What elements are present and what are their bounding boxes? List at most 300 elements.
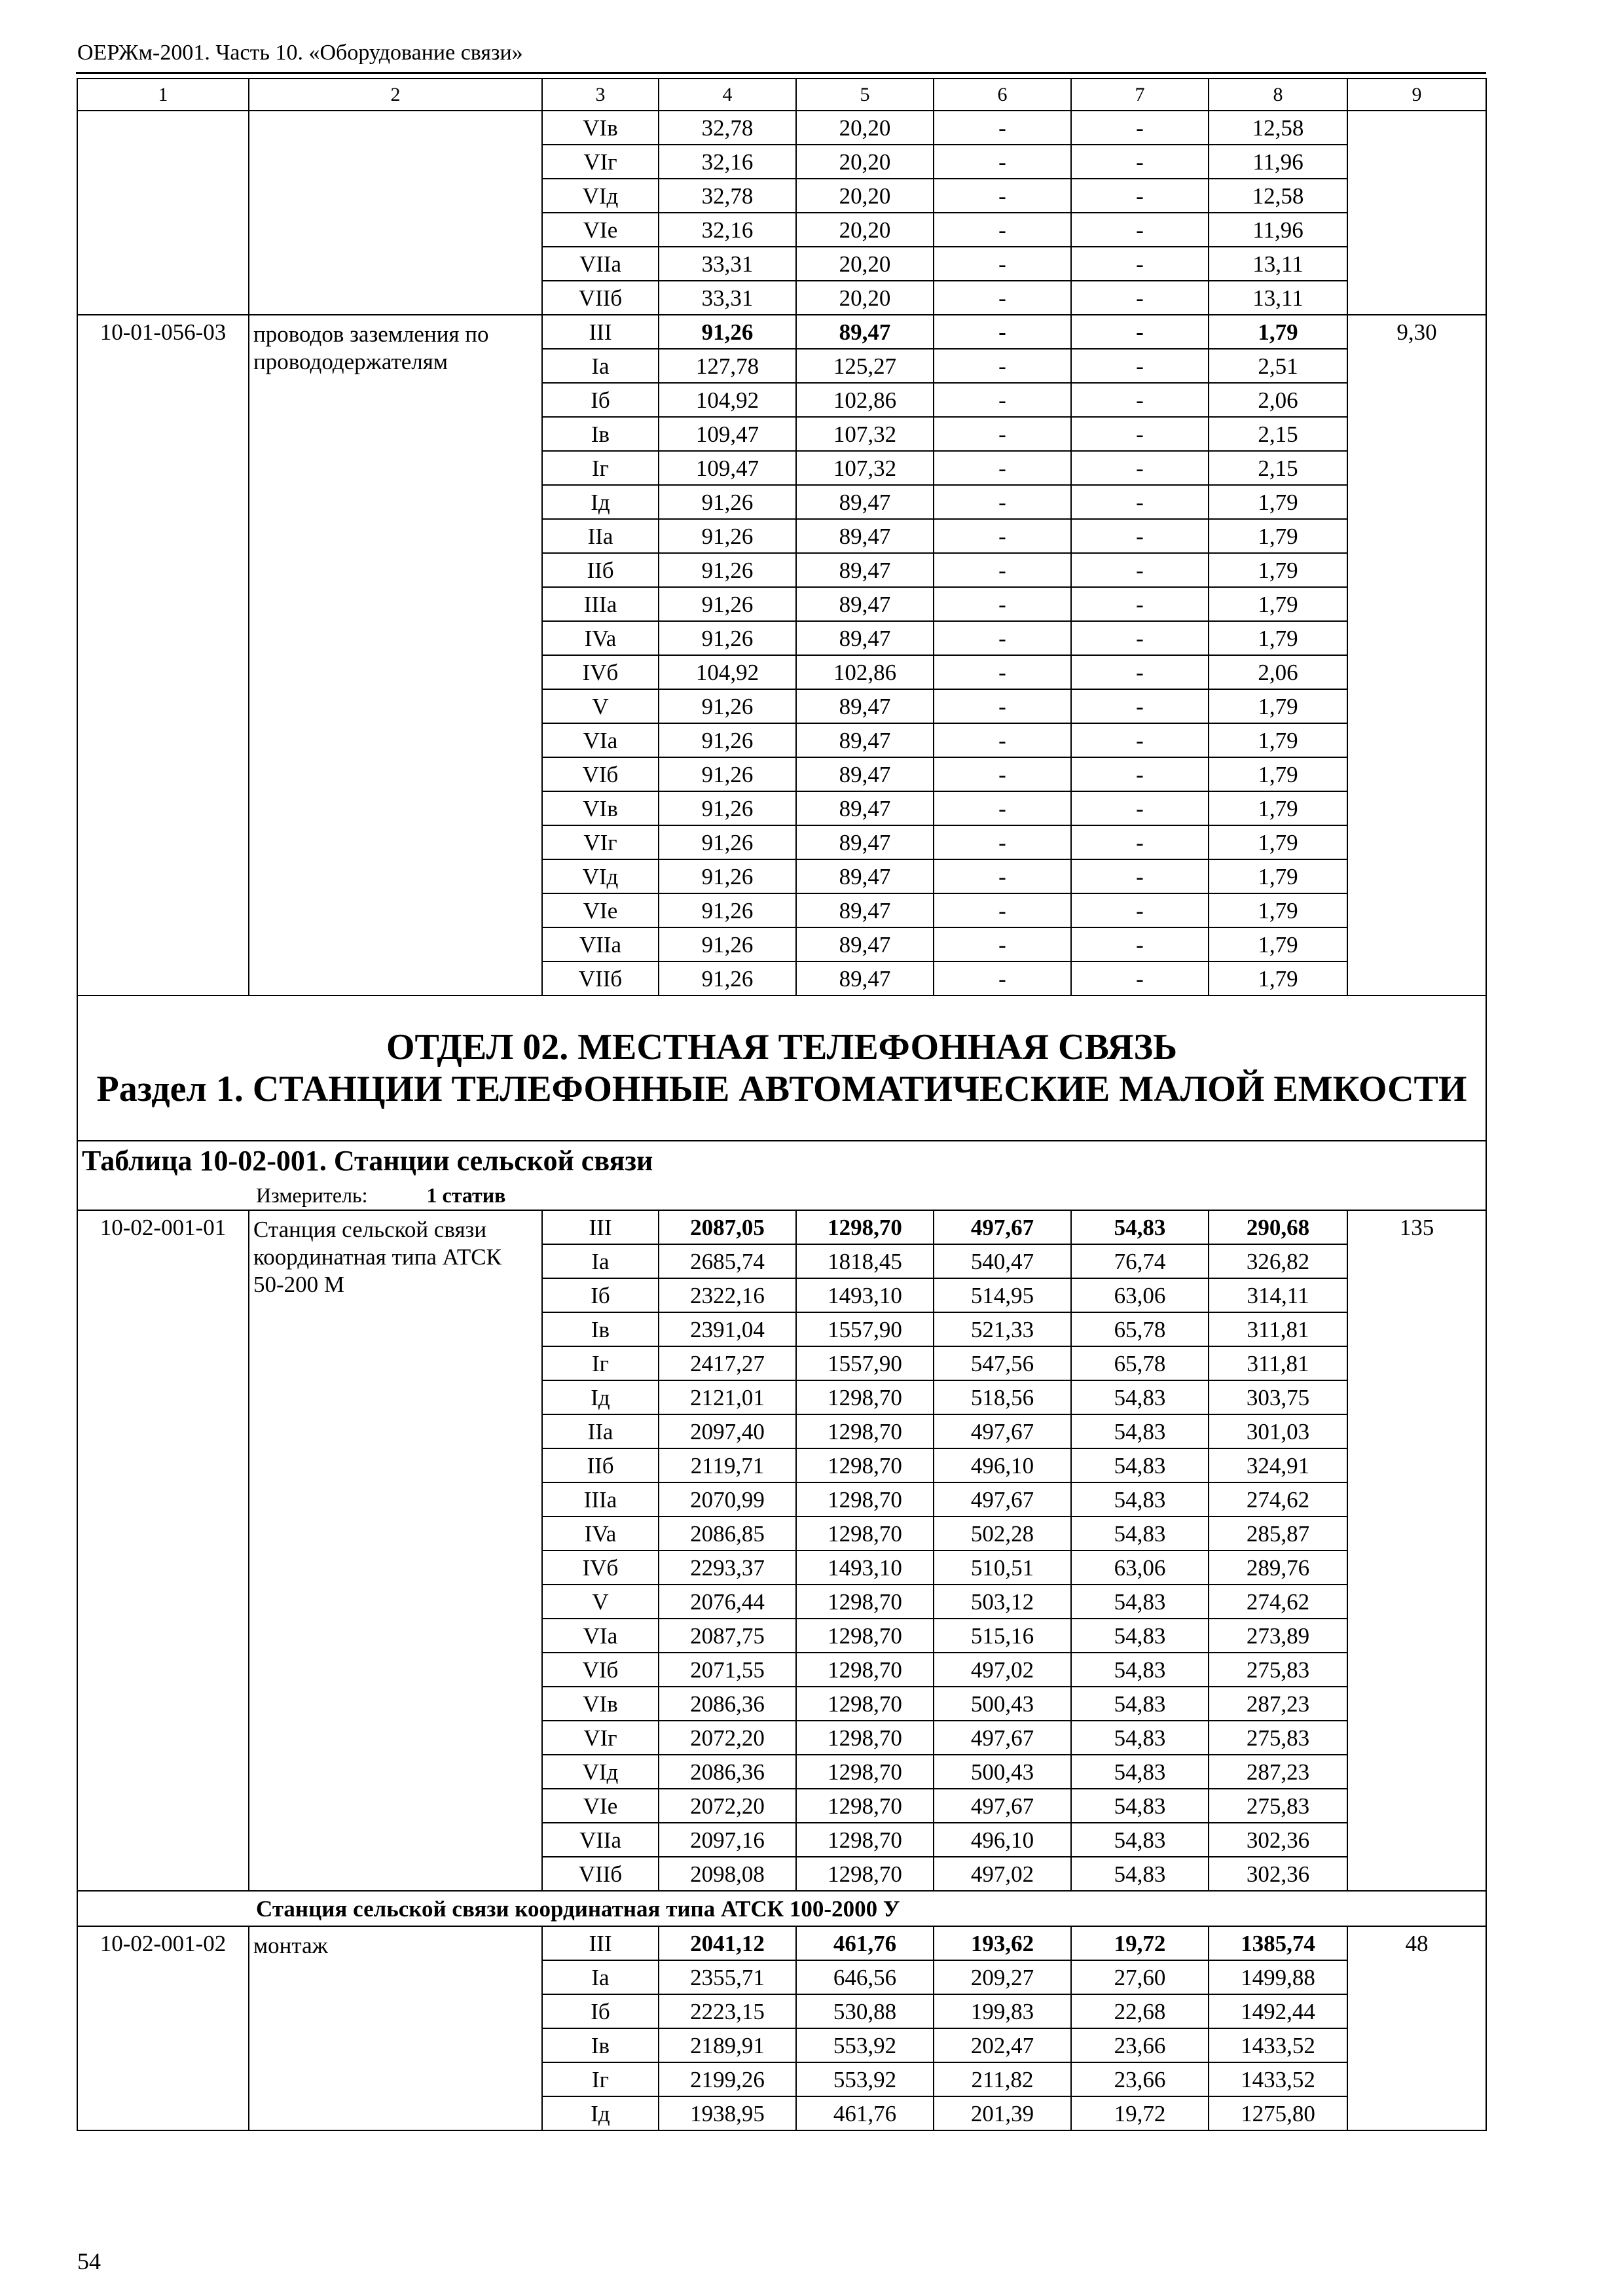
value-cell: 1,79 [1209,621,1347,655]
value-cell: 1,79 [1209,315,1347,349]
value-cell: 503,12 [934,1585,1071,1619]
value-cell: 461,76 [796,2096,934,2130]
value-cell: 13,11 [1209,281,1347,315]
value-cell: 1433,52 [1209,2028,1347,2062]
value-cell: 2086,85 [659,1516,796,1551]
value-cell: 2685,74 [659,1244,796,1278]
value-cell: 1,79 [1209,893,1347,927]
value-cell: - [1071,315,1209,349]
value-cell: - [934,893,1071,927]
value-cell: 500,43 [934,1687,1071,1721]
value-cell: 1385,74 [1209,1926,1347,1960]
value-cell: 273,89 [1209,1619,1347,1653]
zone-cell: VIб [542,757,659,791]
resource-code: 10-02-001-01 [77,1210,249,1891]
value-cell: 1818,45 [796,1244,934,1278]
column-number: 1 [77,79,249,111]
zone-cell: III [542,1926,659,1960]
value-cell: - [1071,451,1209,485]
value-cell: 91,26 [659,553,796,587]
value-cell: 2,15 [1209,417,1347,451]
table-row [77,315,1486,349]
value-cell: 11,96 [1209,145,1347,179]
value-cell: 521,33 [934,1312,1071,1346]
value-cell: 54,83 [1071,1721,1209,1755]
value-cell: 1,79 [1209,859,1347,893]
value-cell: 19,72 [1071,2096,1209,2130]
value-cell: 89,47 [796,927,934,961]
value-cell: 54,83 [1071,1482,1209,1516]
table-row [77,111,1486,145]
value-cell: 1298,70 [796,1755,934,1789]
value-cell: 303,75 [1209,1380,1347,1414]
value-cell: 289,76 [1209,1551,1347,1585]
value-cell: - [934,689,1071,723]
zone-cell: Iв [542,2028,659,2062]
zone-cell: IIa [542,519,659,553]
zone-cell: Iг [542,1346,659,1380]
value-cell: - [1071,791,1209,825]
value-cell: 274,62 [1209,1585,1347,1619]
value-cell: - [934,349,1071,383]
value-cell: 54,83 [1071,1516,1209,1551]
value-cell: - [934,519,1071,553]
page-header-title: ОЕРЖм-2001. Часть 10. «Оборудование связи» [77,41,523,65]
value-cell: 89,47 [796,621,934,655]
value-cell: 2071,55 [659,1653,796,1687]
resource-code: 10-02-001-02 [77,1926,249,2130]
value-cell: 497,67 [934,1210,1071,1244]
value-cell: - [1071,587,1209,621]
value-cell: - [1071,281,1209,315]
value-cell: 33,31 [659,247,796,281]
value-cell: 275,83 [1209,1789,1347,1823]
value-cell: 11,96 [1209,213,1347,247]
value-cell: - [934,315,1071,349]
value-cell: 461,76 [796,1926,934,1960]
value-cell: 314,11 [1209,1278,1347,1312]
zone-cell: VIб [542,1653,659,1687]
value-cell: 89,47 [796,485,934,519]
value-cell: - [934,723,1071,757]
value-cell: 497,67 [934,1414,1071,1448]
value-cell: 326,82 [1209,1244,1347,1278]
value-cell: 19,72 [1071,1926,1209,1960]
section-header-row [77,996,1486,1141]
work-name [249,111,542,315]
value-cell: - [1071,349,1209,383]
zone-cell: Iб [542,1994,659,2028]
column-number: 9 [1347,79,1486,111]
zone-cell: VIе [542,1789,659,1823]
value-cell: 91,26 [659,927,796,961]
value-cell: 2391,04 [659,1312,796,1346]
value-cell: 1298,70 [796,1482,934,1516]
zone-cell: IIб [542,553,659,587]
value-cell: 91,26 [659,791,796,825]
value-cell: 211,82 [934,2062,1071,2096]
zone-cell: IIб [542,1448,659,1482]
zone-cell: VIе [542,213,659,247]
value-cell: 104,92 [659,655,796,689]
value-cell: 2098,08 [659,1857,796,1891]
zone-cell: Iб [542,383,659,417]
resource-code [77,111,249,315]
value-cell: - [934,621,1071,655]
value-cell: 547,56 [934,1346,1071,1380]
zone-cell: IIa [542,1414,659,1448]
value-cell: 530,88 [796,1994,934,2028]
value-cell: 54,83 [1071,1789,1209,1823]
value-cell: 54,83 [1071,1585,1209,1619]
zone-cell: VIв [542,791,659,825]
value-cell: - [934,213,1071,247]
value-cell: 54,83 [1071,1414,1209,1448]
value-cell: 2087,05 [659,1210,796,1244]
value-cell: 1493,10 [796,1551,934,1585]
value-cell: 496,10 [934,1823,1071,1857]
value-cell: 285,87 [1209,1516,1347,1551]
value-cell: 54,83 [1071,1687,1209,1721]
value-cell: 54,83 [1071,1755,1209,1789]
value-cell: - [934,383,1071,417]
value-cell: 12,58 [1209,179,1347,213]
value-cell: 12,58 [1209,111,1347,145]
value-cell: 2355,71 [659,1960,796,1994]
value-cell: - [934,145,1071,179]
zone-cell: Ia [542,349,659,383]
value-cell: 1,79 [1209,553,1347,587]
measure-label: Измеритель: [256,1183,368,1207]
column-number: 2 [249,79,542,111]
value-cell: - [1071,825,1209,859]
zone-cell: V [542,689,659,723]
value-cell: 2293,37 [659,1551,796,1585]
value-cell: 1492,44 [1209,1994,1347,2028]
value-cell: 1298,70 [796,1653,934,1687]
value-cell: 497,67 [934,1721,1071,1755]
table-row [77,1926,1486,1960]
value-cell: 91,26 [659,859,796,893]
value-cell: - [1071,247,1209,281]
value-cell: 1298,70 [796,1585,934,1619]
value-cell: - [1071,383,1209,417]
value-cell: 1,79 [1209,587,1347,621]
zone-cell: VIе [542,893,659,927]
zone-cell: IIIa [542,587,659,621]
zone-cell: VIIб [542,281,659,315]
value-cell: 91,26 [659,519,796,553]
table-title-row [77,1141,1486,1181]
value-cell: 301,03 [1209,1414,1347,1448]
value-cell: 1,79 [1209,485,1347,519]
table-body [77,79,1486,2130]
value-cell: 1298,70 [796,1789,934,1823]
subsection-row [77,1891,1486,1926]
value-cell: 76,74 [1071,1244,1209,1278]
section-header [77,996,1486,1141]
value-cell: 89,47 [796,893,934,927]
value-cell: - [1071,927,1209,961]
resource-code: 10-01-056-03 [77,315,249,996]
value-cell: 20,20 [796,213,934,247]
value-cell: - [934,179,1071,213]
value-cell: - [1071,179,1209,213]
value-cell: 1298,70 [796,1823,934,1857]
zone-cell: Iв [542,417,659,451]
value-cell: 1298,70 [796,1857,934,1891]
value-cell: 107,32 [796,451,934,485]
value-cell: 13,11 [1209,247,1347,281]
value-cell: 102,86 [796,383,934,417]
value-cell: 89,47 [796,689,934,723]
value-cell: 1,79 [1209,689,1347,723]
value-cell: 27,60 [1071,1960,1209,1994]
value-cell: 553,92 [796,2028,934,2062]
zone-cell: III [542,315,659,349]
value-cell: 193,62 [934,1926,1071,1960]
table-row [77,1210,1486,1244]
value-cell: 107,32 [796,417,934,451]
value-cell: 63,06 [1071,1278,1209,1312]
value-cell: 91,26 [659,757,796,791]
value-cell: 553,92 [796,2062,934,2096]
value-cell: 1,79 [1209,519,1347,553]
value-cell: - [934,111,1071,145]
zone-cell: Iв [542,1312,659,1346]
zone-cell: VIг [542,145,659,179]
value-cell: - [934,553,1071,587]
zone-cell: VIд [542,859,659,893]
value-cell: 22,68 [1071,1994,1209,2028]
value-cell: 1,79 [1209,723,1347,757]
value-cell: - [1071,519,1209,553]
value-cell: 497,67 [934,1789,1071,1823]
value-cell: - [934,417,1071,451]
zone-cell: Iд [542,485,659,519]
value-cell: 1499,88 [1209,1960,1347,1994]
zone-cell: VIд [542,179,659,213]
value-cell: 2121,01 [659,1380,796,1414]
value-cell: 109,47 [659,417,796,451]
value-cell: 2070,99 [659,1482,796,1516]
header-rule [76,72,1486,74]
value-cell: - [1071,961,1209,996]
zone-cell: VIa [542,1619,659,1653]
zone-cell: VIв [542,1687,659,1721]
value-cell: 2,06 [1209,655,1347,689]
value-cell: 54,83 [1071,1619,1209,1653]
value-cell: 2086,36 [659,1755,796,1789]
value-cell: 500,43 [934,1755,1071,1789]
measure-value: 1 статив [426,1183,506,1207]
value-cell: - [934,961,1071,996]
value-cell: - [934,485,1071,519]
value-cell: 2417,27 [659,1346,796,1380]
value-cell: - [934,451,1071,485]
value-cell: 496,10 [934,1448,1071,1482]
value-cell: 89,47 [796,519,934,553]
value-cell: 1298,70 [796,1380,934,1414]
zone-cell: VIIa [542,927,659,961]
value-cell: 1298,70 [796,1619,934,1653]
value-cell: - [934,791,1071,825]
value-cell: 2041,12 [659,1926,796,1960]
column-number: 6 [934,79,1071,111]
value-cell: 1,79 [1209,791,1347,825]
value-cell: 274,62 [1209,1482,1347,1516]
value-cell: - [1071,145,1209,179]
value-cell: 1,79 [1209,825,1347,859]
value-cell: 302,36 [1209,1823,1347,1857]
value-cell: 1298,70 [796,1721,934,1755]
value-cell: 20,20 [796,247,934,281]
value-cell: 32,78 [659,111,796,145]
value-cell: 275,83 [1209,1653,1347,1687]
measure-unit [77,1181,1486,1210]
value-cell: 1,79 [1209,927,1347,961]
value-cell: 201,39 [934,2096,1071,2130]
subsection-title: Станция сельской связи координатная типа АТСК 100-2000 У [77,1891,1486,1926]
value-cell: 290,68 [1209,1210,1347,1244]
value-cell: 2076,44 [659,1585,796,1619]
value-cell: 104,92 [659,383,796,417]
zone-cell: VIг [542,825,659,859]
material-cost [1347,111,1486,315]
zone-cell: Iг [542,451,659,485]
value-cell: 2086,36 [659,1687,796,1721]
value-cell: 20,20 [796,111,934,145]
value-cell: 311,81 [1209,1346,1347,1380]
value-cell: 65,78 [1071,1312,1209,1346]
table-title: Таблица 10-02-001. Станции сельской связи [77,1141,1486,1181]
material-cost: 48 [1347,1926,1486,2130]
value-cell: 311,81 [1209,1312,1347,1346]
zone-cell: IVб [542,1551,659,1585]
value-cell: 2087,75 [659,1619,796,1653]
value-cell: 1557,90 [796,1312,934,1346]
rates-table [77,78,1487,2131]
value-cell: 2199,26 [659,2062,796,2096]
zone-cell: IVa [542,621,659,655]
value-cell: - [934,281,1071,315]
value-cell: 2322,16 [659,1278,796,1312]
zone-cell: Iг [542,2062,659,2096]
zone-cell: Iд [542,1380,659,1414]
value-cell: 54,83 [1071,1823,1209,1857]
value-cell: 20,20 [796,179,934,213]
value-cell: - [1071,757,1209,791]
material-cost: 135 [1347,1210,1486,1891]
value-cell: 89,47 [796,859,934,893]
value-cell: - [1071,723,1209,757]
value-cell: 540,47 [934,1244,1071,1278]
value-cell: 202,47 [934,2028,1071,2062]
value-cell: 497,02 [934,1857,1071,1891]
value-cell: 2223,15 [659,1994,796,2028]
value-cell: 91,26 [659,961,796,996]
measure-row [77,1181,1486,1210]
zone-cell: IIIa [542,1482,659,1516]
value-cell: 497,02 [934,1653,1071,1687]
value-cell: 1938,95 [659,2096,796,2130]
value-cell: 1298,70 [796,1414,934,1448]
value-cell: 32,16 [659,145,796,179]
value-cell: 54,83 [1071,1857,1209,1891]
value-cell: 91,26 [659,621,796,655]
value-cell: 89,47 [796,961,934,996]
zone-cell: VIIa [542,247,659,281]
value-cell: 1433,52 [1209,2062,1347,2096]
zone-cell: VIIa [542,1823,659,1857]
value-cell: 91,26 [659,315,796,349]
value-cell: 89,47 [796,553,934,587]
work-name: Станция сельской связи координатная типа АТСК 50-200 М [249,1210,542,1891]
value-cell: 1298,70 [796,1516,934,1551]
material-cost: 9,30 [1347,315,1486,996]
value-cell: 32,78 [659,179,796,213]
column-number: 3 [542,79,659,111]
value-cell: 89,47 [796,757,934,791]
value-cell: 91,26 [659,485,796,519]
column-number: 7 [1071,79,1209,111]
value-cell: - [1071,893,1209,927]
value-cell: 2,51 [1209,349,1347,383]
column-number-row [77,79,1486,111]
value-cell: - [934,655,1071,689]
value-cell: - [1071,213,1209,247]
zone-cell: Ia [542,1960,659,1994]
work-name: проводов заземления по провододержателям [249,315,542,996]
value-cell: 514,95 [934,1278,1071,1312]
value-cell: 125,27 [796,349,934,383]
value-cell: 2,06 [1209,383,1347,417]
value-cell: 1493,10 [796,1278,934,1312]
value-cell: 1,79 [1209,961,1347,996]
value-cell: - [934,859,1071,893]
value-cell: - [1071,485,1209,519]
value-cell: 646,56 [796,1960,934,1994]
value-cell: 2097,16 [659,1823,796,1857]
value-cell: - [934,825,1071,859]
column-number: 8 [1209,79,1347,111]
value-cell: 65,78 [1071,1346,1209,1380]
zone-cell: VIв [542,111,659,145]
value-cell: 20,20 [796,145,934,179]
value-cell: 89,47 [796,723,934,757]
value-cell: - [1071,689,1209,723]
value-cell: 91,26 [659,825,796,859]
otdel-title: ОТДЕЛ 02. МЕСТНАЯ ТЕЛЕФОННАЯ СВЯЗЬ [386,1026,1178,1067]
value-cell: 127,78 [659,349,796,383]
value-cell: 1557,90 [796,1346,934,1380]
zone-cell: IVa [542,1516,659,1551]
value-cell: 102,86 [796,655,934,689]
value-cell: 497,67 [934,1482,1071,1516]
value-cell: 1,79 [1209,757,1347,791]
zone-cell: Iд [542,2096,659,2130]
value-cell: 1298,70 [796,1448,934,1482]
column-number: 5 [796,79,934,111]
zone-cell: V [542,1585,659,1619]
value-cell: 89,47 [796,315,934,349]
zone-cell: VIIб [542,961,659,996]
value-cell: 510,51 [934,1551,1071,1585]
value-cell: - [934,927,1071,961]
value-cell: 2119,71 [659,1448,796,1482]
value-cell: 54,83 [1071,1380,1209,1414]
value-cell: 209,27 [934,1960,1071,1994]
